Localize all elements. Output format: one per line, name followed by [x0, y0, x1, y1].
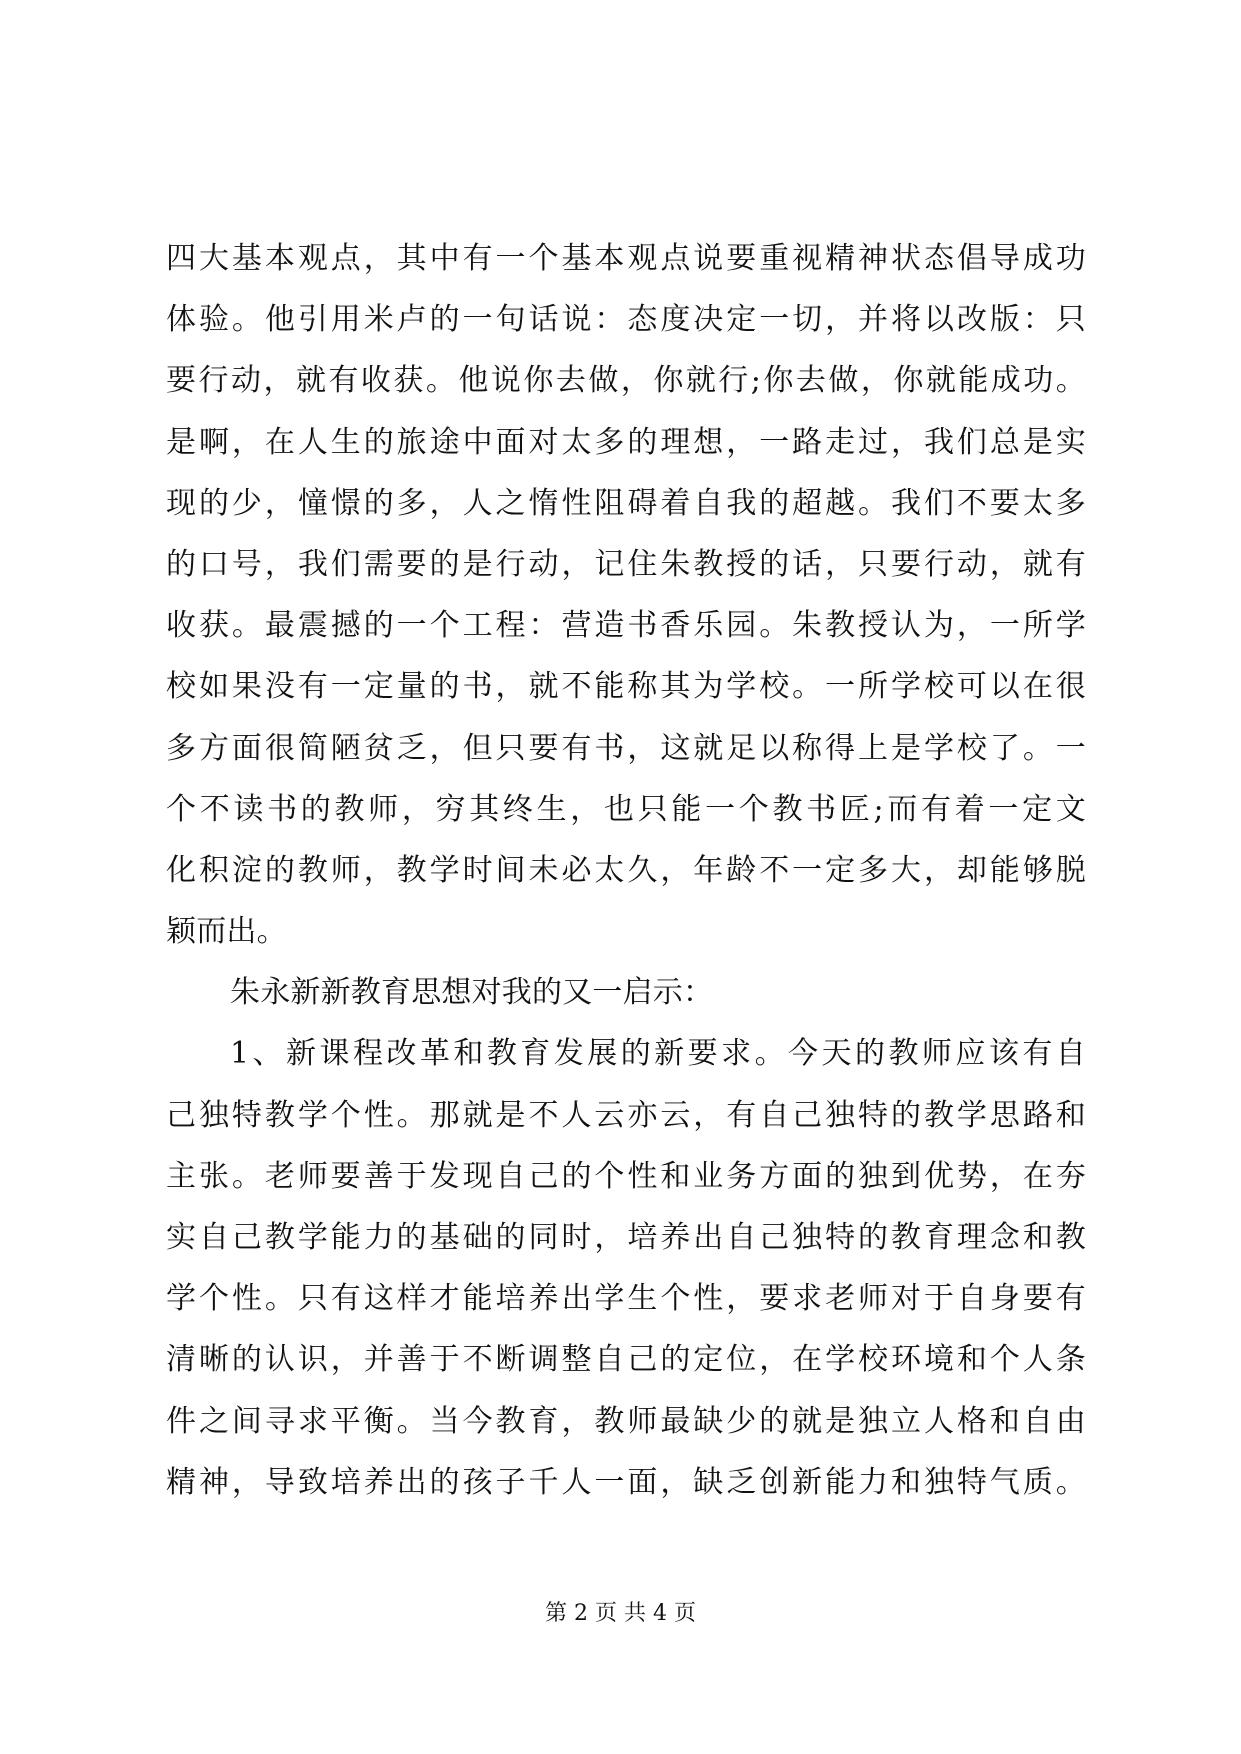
text-line: 主张。老师要善于发现自己的个性和业务方面的独到优势，在夯	[166, 1158, 1086, 1194]
page-number-footer: 第 2 页 共 4 页	[545, 1601, 696, 1626]
text-line: 实自己教学能力的基础的同时，培养出自己独特的教育理念和教	[166, 1220, 1086, 1255]
text-line: 己独特教学个性。那就是不人云亦云，有自己独特的教学思路和	[166, 1097, 1086, 1133]
text-line: 四大基本观点，其中有一个基本观点说要重视精神状态倡导成功	[166, 241, 1086, 276]
numbered-paragraph-start: 1、新课程改革和教育发展的新要求。今天的教师应该有自	[230, 1036, 1086, 1072]
section-heading: 朱永新新教育思想对我的又一启示：	[230, 975, 714, 1011]
text-line: 个不读书的教师，穷其终生，也只能一个教书匠;而有着一定文	[166, 791, 1086, 827]
text-line: 学个性。只有这样才能培养出学生个性，要求老师对于自身要有	[166, 1281, 1086, 1317]
text-line: 清晰的认识，并善于不断调整自己的定位，在学校环境和个人条	[166, 1342, 1086, 1378]
text-line: 要行动，就有收获。他说你去做，你就行;你去做，你就能成功。	[166, 363, 1086, 399]
text-line: 现的少，憧憬的多，人之惰性阻碍着自我的超越。我们不要太多	[166, 485, 1086, 521]
text-line: 体验。他引用米卢的一句话说：态度决定一切，并将以改版：只	[166, 302, 1086, 338]
document-body	[166, 228, 1086, 1513]
text-line: 是啊，在人生的旅途中面对太多的理想，一路走过，我们总是实	[166, 424, 1086, 460]
text-line: 精神，导致培养出的孩子千人一面，缺乏创新能力和独特气质。	[166, 1464, 1086, 1500]
text-line: 校如果没有一定量的书，就不能称其为学校。一所学校可以在很	[166, 669, 1086, 705]
text-line: 多方面很简陋贫乏，但只要有书，这就足以称得上是学校了。一	[166, 730, 1086, 766]
text-line: 的口号，我们需要的是行动，记住朱教授的话，只要行动，就有	[166, 546, 1086, 582]
text-line: 件之间寻求平衡。当今教育，教师最缺少的就是独立人格和自由	[166, 1403, 1086, 1439]
paragraph-end-line: 颖而出。	[166, 914, 287, 950]
text-line: 收获。最震撼的一个工程：营造书香乐园。朱教授认为，一所学	[166, 608, 1086, 644]
text-line: 化积淀的教师，教学时间未必太久，年龄不一定多大，却能够脱	[166, 852, 1086, 888]
